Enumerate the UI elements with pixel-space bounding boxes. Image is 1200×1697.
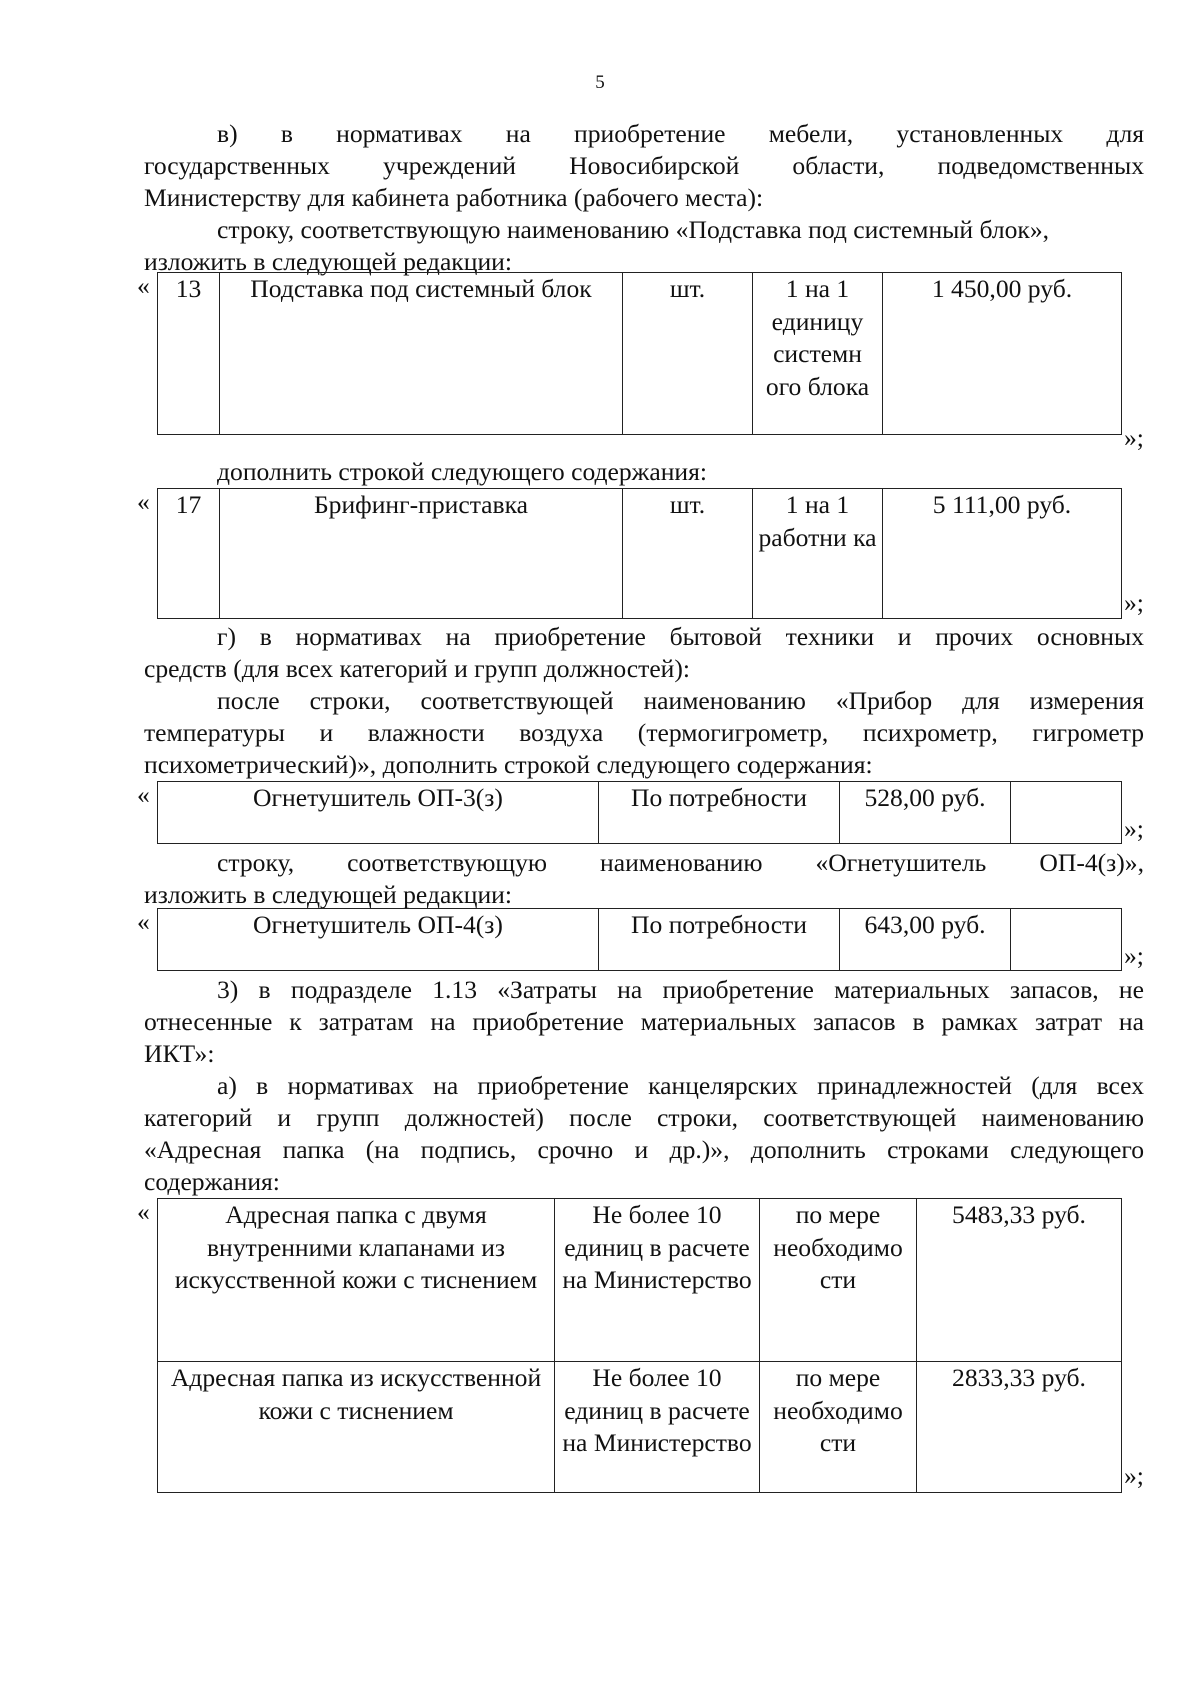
cell-qty: По потребности xyxy=(599,909,840,971)
cell-name: Брифинг-приставка xyxy=(220,489,623,619)
paragraph-g-line1: г) в нормативах на приобретение бытовой техники и прочих основных xyxy=(217,622,1144,651)
paragraph-v-line2: государственных учреждений Новосибирской области, подведомственных xyxy=(144,151,1144,180)
quote-open: « xyxy=(137,271,150,300)
paragraph-v-line1: в) в нормативах на приобретение мебели, установленных для xyxy=(217,119,1144,148)
table-op3 xyxy=(157,781,1122,844)
paragraph-g-line2: средств (для всех категорий и групп должностей): xyxy=(144,654,691,683)
paragraph-after-line1: после строки, соответствующей наименованию «Прибор для измерения xyxy=(217,686,1144,715)
cell-unit: шт. xyxy=(623,489,753,619)
quote-close: »; xyxy=(1124,941,1144,970)
cell-qty: Не более 10 единиц в расчете на Министерство xyxy=(555,1362,760,1493)
paragraph-add-row: дополнить строкой следующего содержания: xyxy=(217,457,708,486)
cell-qty: По потребности xyxy=(599,782,840,844)
cell-name: Адресная папка из искусственной кожи с тиснением xyxy=(158,1362,555,1493)
cell-unit: шт. xyxy=(623,273,753,435)
cell-price: 5483,33 руб. xyxy=(917,1199,1122,1362)
cell-name: Подставка под системный блок xyxy=(220,273,623,435)
cell-name: Огнетушитель ОП-3(з) xyxy=(158,782,599,844)
paragraph-op4-line2: изложить в следующей редакции: xyxy=(144,880,512,909)
quote-close: »; xyxy=(1124,588,1144,617)
cell-period: по мере необходимо сти xyxy=(760,1199,917,1362)
paragraph-a-line1: а) в нормативах на приобретение канцелярских принадлежностей (для всех xyxy=(217,1071,1144,1100)
quote-open: « xyxy=(137,1197,150,1226)
cell-period: по мере необходимо сти xyxy=(760,1362,917,1493)
table-row xyxy=(158,1362,1122,1493)
quote-open: « xyxy=(137,780,150,809)
cell-extra xyxy=(1011,782,1122,844)
cell-num: 17 xyxy=(158,489,220,619)
quote-open: « xyxy=(137,487,150,516)
cell-price: 5 111,00 руб. xyxy=(883,489,1122,619)
table-row xyxy=(158,1199,1122,1362)
paragraph-a-line2: категорий и групп должностей) после строки, соответствующей наименованию xyxy=(144,1103,1144,1132)
cell-qty: Не более 10 единиц в расчете на Министерство xyxy=(555,1199,760,1362)
cell-price: 1 450,00 руб. xyxy=(883,273,1122,435)
quote-open: « xyxy=(137,907,150,936)
paragraph-3-line3: ИКТ»: xyxy=(144,1039,215,1068)
table-row-13 xyxy=(157,272,1122,435)
paragraph-3-line1: 3) в подразделе 1.13 «Затраты на приобретение материальных запасов, не xyxy=(217,975,1144,1004)
quote-close: »; xyxy=(1124,814,1144,843)
cell-extra xyxy=(1011,909,1122,971)
paragraph-v-line3: Министерству для кабинета работника (рабочего места): xyxy=(144,183,764,212)
cell-qty: 1 на 1 работни ка xyxy=(753,489,883,619)
paragraph-after-line2: температуры и влажности воздуха (термогигрометр, психрометр, гигрометр xyxy=(144,718,1144,747)
paragraph-a-line3: «Адресная папка (на подпись, срочно и др.)», дополнить строками следующего xyxy=(144,1135,1144,1164)
cell-price: 643,00 руб. xyxy=(840,909,1011,971)
page-number: 5 xyxy=(595,72,605,93)
paragraph-row13-line2: изложить в следующей редакции: xyxy=(144,247,512,276)
paragraph-3-line2: отнесенные к затратам на приобретение материальных запасов в рамках затрат на xyxy=(144,1007,1144,1036)
cell-name: Огнетушитель ОП-4(з) xyxy=(158,909,599,971)
paragraph-a-line4: содержания: xyxy=(144,1167,280,1196)
cell-price: 2833,33 руб. xyxy=(917,1362,1122,1493)
table-address-folders xyxy=(157,1198,1122,1493)
paragraph-after-line3: психометрический)», дополнить строкой следующего содержания: xyxy=(144,750,873,779)
cell-name: Адресная папка с двумя внутренними клапанами из искусственной кожи с тиснением xyxy=(158,1199,555,1362)
paragraph-op4-line1: строку, соответствующую наименованию «Огнетушитель ОП-4(з)», xyxy=(217,848,1144,877)
table-op4 xyxy=(157,908,1122,971)
paragraph-row13-line1: строку, соответствующую наименованию «Подставка под системный блок», xyxy=(217,215,1050,244)
cell-price: 528,00 руб. xyxy=(840,782,1011,844)
table-row-17 xyxy=(157,488,1122,619)
quote-close: »; xyxy=(1124,423,1144,452)
cell-num: 13 xyxy=(158,273,220,435)
cell-qty: 1 на 1 единицу системн ого блока xyxy=(753,273,883,435)
quote-close: »; xyxy=(1124,1461,1144,1490)
